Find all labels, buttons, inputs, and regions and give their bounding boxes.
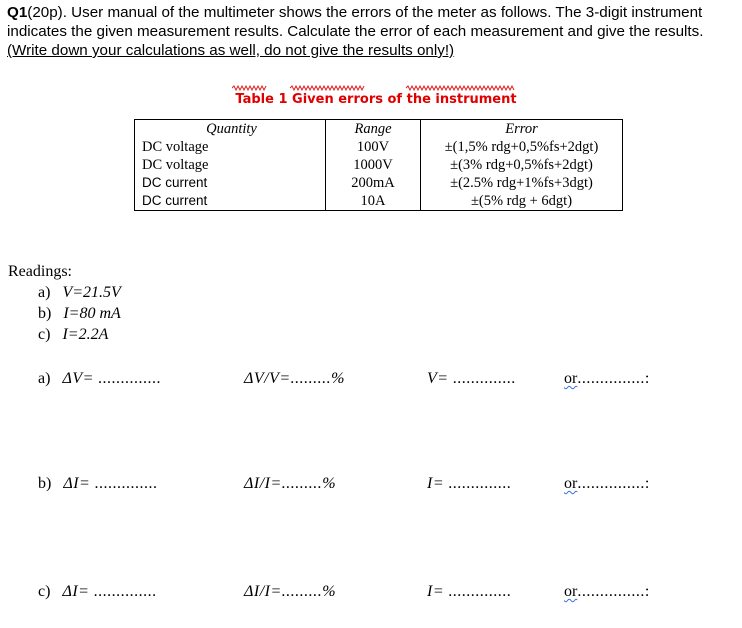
or-label: or [564,370,578,387]
question-points: (20p) [27,4,63,21]
or-label: or [564,583,578,600]
cell-quantity: DC current [135,192,326,211]
answer-rel-field[interactable]: ΔV/V=.........% [244,370,346,387]
reading-value: V=21.5V [62,284,121,301]
answer-b-rel[interactable] [244,475,336,493]
question-instruction: (Write down your calculations as well, do not give the results only!) [7,42,455,59]
table-row [135,174,623,192]
answer-abs-field[interactable]: ΔI= .............. [63,475,158,492]
answer-abs-field[interactable]: ΔV= .............. [62,370,162,387]
reading-label: b) [38,305,52,322]
answer-a-rel[interactable] [244,370,345,388]
reading-value: I=2.2A [62,326,109,343]
readings-title: Readings: [8,263,72,280]
reading-c [38,326,108,344]
answer-result-field[interactable]: I= .............. [427,583,512,600]
cell-range: 100V [326,138,421,156]
reading-a [38,284,121,302]
question-id: Q1 [7,4,28,21]
answer-a-or[interactable] [564,370,650,388]
cell-quantity: DC voltage [135,138,326,156]
answer-c-rel[interactable] [244,583,336,601]
answer-c-or[interactable] [564,583,650,601]
answer-c-abs[interactable] [38,583,157,601]
answer-alt-field[interactable]: ...............: [577,370,650,387]
cell-quantity: DC current [135,174,326,192]
answer-label: c) [38,583,51,600]
header-range: Range [326,120,421,139]
table-row [135,192,623,211]
cell-error: ±(2.5% rdg+1%fs+3dgt) [421,174,623,192]
answer-b-result[interactable] [427,475,512,493]
header-error: Error [421,120,623,139]
cell-error: ±(3% rdg+0,5%fs+2dgt) [421,156,623,174]
answer-b-or[interactable] [564,475,650,493]
question-body: . User manual of the multimeter shows the errors of the meter as follows. The 3-digit instrument indicates the given measurement results. Calculate the error of each measurement and give the results. [7,4,704,40]
cell-quantity: DC voltage [135,156,326,174]
answer-c-result[interactable] [427,583,512,601]
answer-rel-field[interactable]: ΔI/I=.........% [244,583,337,600]
answer-a-abs[interactable] [38,370,161,388]
cell-error: ±(5% rdg + 6dgt) [421,192,623,211]
answer-abs-field[interactable]: ΔI= .............. [62,583,157,600]
table-row [135,138,623,156]
table-header-row [135,120,623,139]
cell-error: ±(1,5% rdg+0,5%fs+2dgt) [421,138,623,156]
cell-range: 200mA [326,174,421,192]
reading-label: a) [38,284,51,301]
caption-spellcheck-squiggle [232,85,522,91]
answer-result-field[interactable]: I= .............. [427,475,512,492]
answer-a-result[interactable] [427,370,516,388]
header-quantity: Quantity [135,120,326,139]
cell-range: 10A [326,192,421,211]
answer-b-abs[interactable] [38,475,158,493]
cell-range: 1000V [326,156,421,174]
table-caption [0,92,742,107]
answer-label: b) [38,475,52,492]
answer-alt-field[interactable]: ...............: [577,583,650,600]
errors-table [134,119,623,211]
table-row [135,156,623,174]
or-label: or [564,475,578,492]
reading-value: I=80 mA [63,305,121,322]
answer-alt-field[interactable]: ...............: [577,475,650,492]
answer-result-field[interactable]: V= .............. [427,370,517,387]
question-text [7,3,741,60]
reading-b [38,305,121,323]
answer-rel-field[interactable]: ΔI/I=.........% [244,475,337,492]
reading-label: c) [38,326,51,343]
answer-label: a) [38,370,51,387]
caption-text: Table 1 Given errors of the instrument [235,92,517,107]
